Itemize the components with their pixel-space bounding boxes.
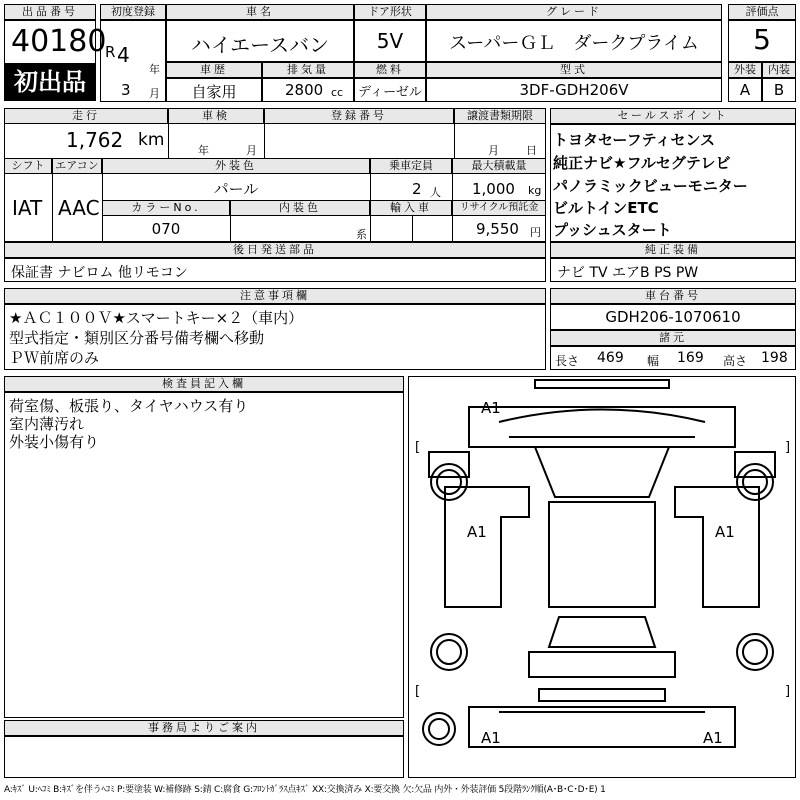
lot-number: 40180 — [11, 24, 107, 59]
notes-label: 注意事項欄 — [4, 288, 546, 304]
sales-point-3: パノラミックビューモニター — [553, 177, 748, 195]
inspector-line-3: 外装小傷有り — [9, 433, 100, 451]
ext-score-box — [728, 78, 762, 102]
history-box — [166, 78, 262, 102]
aircon-value: AAC — [58, 196, 100, 220]
note-line-1: ★ＡＣ１００Ｖ★スマートキー×２（車内） — [9, 309, 304, 327]
first-reg-box — [100, 20, 166, 102]
door-value: 5V — [376, 29, 404, 53]
recycle-label: リサイクル預託金 — [452, 200, 546, 216]
fuel-box — [354, 78, 426, 102]
int-score-label: 内装 — [762, 62, 796, 78]
int-score-box — [762, 78, 796, 102]
grade-value: スーパーＧＬ ダークプライム — [449, 33, 699, 54]
sales-point-5: プッシュスタート — [553, 221, 672, 239]
aircon-label: エアコン — [52, 158, 102, 174]
car-name: ハイエースバン — [190, 33, 330, 57]
svg-text:[: [ — [415, 440, 421, 455]
int-color-unit: 系 — [356, 228, 367, 241]
damage-mark-rear-left: A1 — [481, 729, 501, 747]
equipment-box — [550, 258, 796, 282]
model-value: 3DF-GDH206V — [519, 81, 629, 99]
model-box — [426, 78, 722, 102]
equipment-value: ナビ TV エアB PS PW — [557, 265, 699, 281]
inspector-line-1: 荷室傷、板張り、タイヤハウス有り — [9, 397, 249, 415]
damage-diagram — [408, 376, 796, 778]
capacity-value: 2 — [412, 180, 422, 198]
mileage-value: 1,762 — [66, 128, 124, 152]
reg-month-unit: 月 — [149, 87, 160, 100]
insp-year-unit: 年 — [198, 144, 209, 157]
legend: A:ｷｽﾞ U:ﾍｺﾐ B:ｷｽﾞを伴うﾍｺﾐ P:要塗装 W:補修跡 S:錆 C:腐食 G:ﾌﾛﾝﾄｶﾞﾗｽ点ｷｽﾞ XX:交換済み X:要交換 欠:欠品 内外・外装評価 5段階ﾗﾝｸ順(A･B･C･D･E) 1 — [4, 785, 606, 795]
fuel-label: 燃料 — [354, 62, 426, 78]
first-listing-badge: 初出品 — [4, 64, 96, 101]
mileage-unit: km — [138, 130, 165, 150]
inspector-label: 検査員記入欄 — [4, 376, 404, 392]
door-box — [354, 20, 426, 62]
damage-mark-rear-right: A1 — [703, 729, 723, 747]
later-parts-label: 後日発送部品 — [4, 242, 546, 258]
later-parts-box — [4, 258, 546, 282]
max-load-unit: kg — [528, 184, 542, 197]
history-label: 車歴 — [166, 62, 262, 78]
specs-box — [550, 346, 796, 370]
svg-text:[: [ — [415, 684, 421, 699]
lot-number-box — [4, 20, 107, 64]
door-label: ドア形状 — [354, 4, 426, 20]
reg-no-label: 登録番号 — [264, 108, 454, 124]
transfer-day-unit: 日 — [526, 144, 537, 157]
reg-year: 4 — [117, 43, 130, 67]
sales-points-box — [550, 124, 796, 242]
fuel-value: ディーゼル — [358, 85, 422, 100]
grade-label: グレード — [426, 4, 722, 20]
svg-text:]: ] — [785, 684, 791, 699]
lot-label: 出品番号 — [4, 4, 96, 20]
chassis-value: GDH206-1070610 — [605, 308, 741, 326]
displacement-value: 2800 — [285, 81, 324, 99]
car-name-box — [166, 20, 354, 62]
office-box — [4, 736, 404, 778]
length-label: 長さ — [555, 354, 580, 368]
score-box — [728, 20, 796, 62]
displacement-unit: cc — [331, 86, 344, 99]
ext-color-value: パール — [213, 180, 259, 198]
width-value: 169 — [677, 350, 704, 366]
transfer-month-unit: 月 — [488, 144, 499, 157]
score-label: 評価点 — [728, 4, 796, 20]
damage-mark-right: A1 — [715, 523, 735, 541]
shift-value: IAT — [12, 196, 43, 220]
recycle-unit: 円 — [530, 226, 541, 239]
reg-month: 3 — [121, 81, 131, 99]
svg-text:]: ] — [785, 440, 791, 455]
equipment-label: 純正装備 — [550, 242, 796, 258]
first-reg-label: 初度登録 — [100, 4, 166, 20]
color-no-value: 070 — [151, 220, 181, 238]
int-score: B — [773, 81, 785, 99]
width-label: 幅 — [647, 354, 660, 368]
sales-point-1: トヨタセーフティセンス — [553, 131, 716, 149]
capacity-label: 乗車定員 — [370, 158, 452, 174]
sales-points-label: セールスポイント — [550, 108, 796, 124]
reg-year-unit: 年 — [149, 63, 160, 76]
ext-score: A — [739, 81, 751, 99]
capacity-unit: 人 — [430, 186, 441, 199]
damage-mark-left: A1 — [467, 523, 487, 541]
chassis-label: 車台番号 — [550, 288, 796, 304]
damage-mark-front: A1 — [481, 399, 501, 417]
height-label: 高さ — [723, 354, 748, 368]
ext-color-label: 外装色 — [102, 158, 370, 174]
inspector-line-2: 室内薄汚れ — [9, 415, 85, 433]
length-value: 469 — [597, 350, 624, 366]
shift-label: シフト — [4, 158, 52, 174]
displacement-box — [262, 78, 354, 102]
recycle-value: 9,550 — [476, 220, 519, 238]
max-load-value: 1,000 — [472, 180, 515, 198]
history-value: 自家用 — [191, 83, 237, 101]
transfer-label: 譲渡書類期限 — [454, 108, 546, 124]
score-value: 5 — [753, 23, 771, 56]
height-value: 198 — [761, 350, 788, 366]
chassis-box — [550, 304, 796, 330]
notes-box — [4, 304, 546, 370]
color-no-label: カラーNo. — [102, 200, 230, 216]
car-outline-svg — [409, 377, 795, 777]
car-name-label: 車名 — [166, 4, 354, 20]
inspector-box — [4, 392, 404, 718]
note-line-2: 型式指定・類別区分番号備考欄へ移動 — [9, 329, 265, 347]
sales-point-4: ビルトインETC — [553, 199, 659, 217]
int-color-label: 内装色 — [230, 200, 370, 216]
grade-box — [426, 20, 722, 62]
import-label: 輸入車 — [370, 200, 452, 216]
displacement-label: 排気量 — [262, 62, 354, 78]
insp-month-unit: 月 — [246, 144, 257, 157]
ext-score-label: 外装 — [728, 62, 762, 78]
max-load-label: 最大積載量 — [452, 158, 546, 174]
inspection-label: 車検 — [168, 108, 264, 124]
later-parts-value: 保証書 ナビロム 他リモコン — [11, 265, 188, 281]
mileage-label: 走行 — [4, 108, 168, 124]
specs-label: 諸元 — [550, 330, 796, 346]
model-label: 型式 — [426, 62, 722, 78]
office-label: 事務局よりご案内 — [4, 720, 404, 736]
era: R — [105, 43, 116, 61]
sales-point-2: 純正ナビ★フルセグテレビ — [553, 154, 731, 172]
note-line-3: ＰＷ前席のみ — [9, 349, 100, 367]
